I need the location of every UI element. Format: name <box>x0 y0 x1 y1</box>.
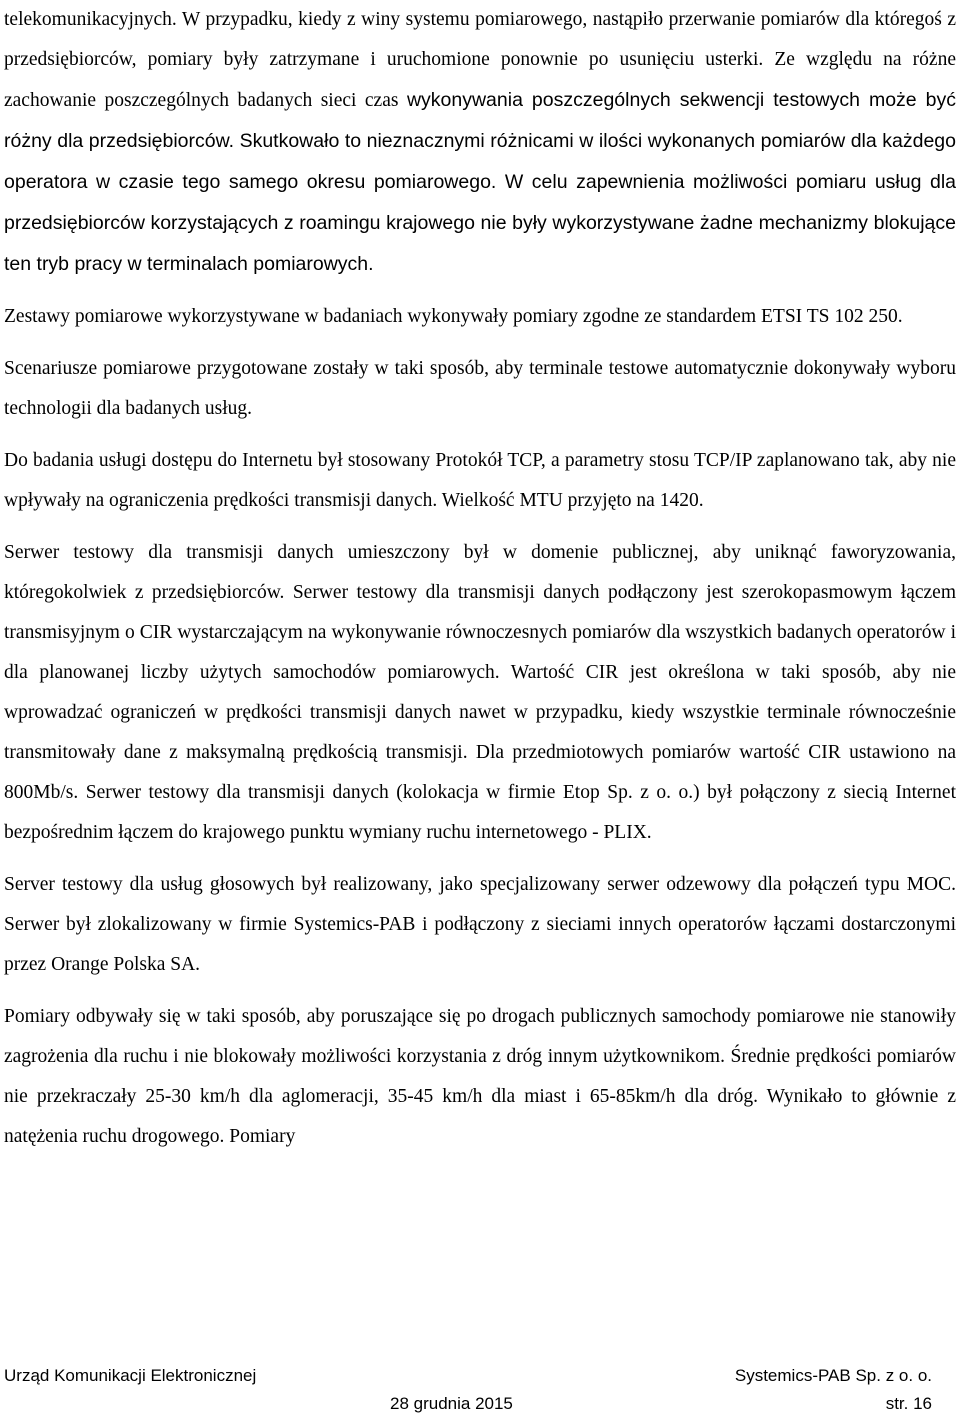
document-body <box>4 0 956 1169</box>
paragraph-1 <box>4 0 956 285</box>
paragraph-7: Pomiary odbywały się w taki sposób, aby poruszające się po drogach publicznych samochody pomiarowe nie stanowiły zagrożenia dla ruchu i nie blokowały możliwości korzystania z dróg innym użytkownikom. Średnie prędkości pomiarów nie przekraczały 25-30 km/h dla aglomeracji, 35-45 km/h dla miast i 65-85km/h dla dróg. Wynikało to głównie z natężenia ruchu drogowego. Pomiary <box>4 1006 956 1147</box>
footer-organization: Urząd Komunikacji Elektronicznej <box>4 1366 257 1385</box>
paragraph-4: Do badania usługi dostępu do Internetu był stosowany Protokół TCP, a parametry stosu TCP/IP zaplanowano tak, aby nie wpływały na ograniczenia prędkości transmisji danych. Wielkość MTU przyjęto na 1420. <box>4 450 956 511</box>
paragraph-3: Scenariusze pomiarowe przygotowane zostały w taki sposób, aby terminale testowe automatycznie dokonywały wyboru technologii dla badanych usług. <box>4 358 956 419</box>
footer-company: Systemics-PAB Sp. z o. o. <box>734 1366 932 1385</box>
paragraph-1-part-1: telekomunikacyjnych. W przypadku, kiedy z winy systemu pomiarowego, nastąpiło przerwanie pomiarów dla któregoś z przedsiębiorców, pomiary były zatrzymane i uruchomione ponownie po usunięciu usterki. Ze względu na różne zachowanie poszczególnych badanych sieci czas <box>4 9 956 111</box>
footer-date: 28 grudnia 2015 <box>390 1394 513 1413</box>
paragraph-2: Zestawy pomiarowe wykorzystywane w badaniach wykonywały pomiary zgodne ze standardem ETSI TS 102 250. <box>4 306 903 327</box>
paragraph-1-part-2-sans: wykonywania poszczególnych sekwencji testowych może być różny dla przedsiębiorców. Skutkowało to nieznacznymi różnicami w ilości wykonanych pomiarów dla każdego operatora w czasie tego samego okresu pomiarowego. W celu zapewnienia możliwości pomiaru usług dla przedsiębiorców korzystających z roamingu krajowego nie były wykorzystywane żadne mechanizmy blokujące ten tryb pracy w terminalach pomiarowych. <box>4 89 956 275</box>
paragraph-6: Server testowy dla usług głosowych był realizowany, jako specjalizowany serwer odzewowy dla połączeń typu MOC. Serwer był zlokalizowany w firmie Systemics-PAB i podłączony z sieciami innych operatorów łączami dostarczonymi przez Orange Polska SA. <box>4 874 956 975</box>
page-number: str. 16 <box>885 1394 932 1413</box>
paragraph-5: Serwer testowy dla transmisji danych umieszczony był w domenie publicznej, aby uniknąć faworyzowania, któregokolwiek z przedsiębiorców. Serwer testowy dla transmisji danych podłączony jest szerokopasmowym łączem transmisyjnym o CIR wystarczającym na wykonywanie równoczesnych pomiarów dla wszystkich badanych operatorów i dla planowanej liczby użytych samochodów pomiarowych. Wartość CIR jest określona w taki sposób, aby nie wprowadzać ograniczeń w prędkości transmisji danych nawet w przypadku, kiedy wszystkie terminale równocześnie transmitowały dane z maksymalną prędkością transmisji. Dla przedmiotowych pomiarów wartość CIR ustawiono na 800Mb/s. Serwer testowy dla transmisji danych (kolokacja w firmie Etop Sp. z o. o.) był połączony z siecią Internet bezpośrednim łączem do krajowego punktu wymiany ruchu internetowego - PLIX. <box>4 542 956 843</box>
